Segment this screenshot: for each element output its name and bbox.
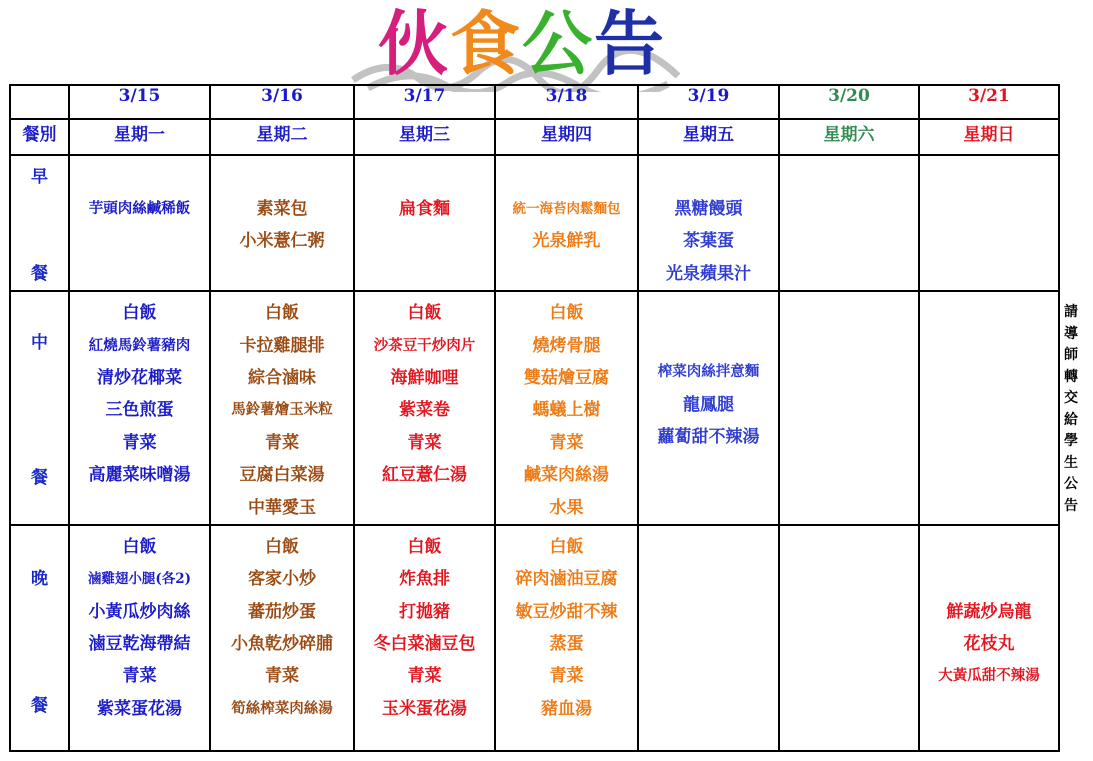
menu-item: 白飯 bbox=[549, 303, 584, 324]
menu-item: 青菜 bbox=[407, 432, 442, 453]
menu-item: 中華愛玉 bbox=[248, 497, 316, 518]
menu-item: 敏豆炒甜不辣 bbox=[515, 601, 618, 622]
lunch-day-5 bbox=[638, 291, 779, 525]
lunch-row bbox=[10, 291, 1059, 525]
breakfast-day-5 bbox=[638, 155, 779, 291]
menu-item: 青菜 bbox=[549, 666, 584, 687]
menu-item: 豬血湯 bbox=[541, 698, 592, 719]
date-cell: 3/17 bbox=[354, 85, 495, 119]
menu-item: 高麗菜味噌湯 bbox=[88, 465, 191, 486]
breakfast-day-6 bbox=[779, 155, 919, 291]
menu-item: 白飯 bbox=[122, 303, 157, 324]
breakfast-day-3 bbox=[354, 155, 495, 291]
menu-item: 冬白菜滷豆包 bbox=[373, 634, 476, 655]
menu-item: 青菜 bbox=[265, 432, 299, 453]
breakfast-label: 早 餐 bbox=[10, 155, 69, 291]
menu-item: 光泉鮮乳 bbox=[532, 231, 601, 252]
menu-item: 清炒花椰菜 bbox=[97, 367, 182, 388]
dinner-day-1 bbox=[69, 525, 210, 751]
menu-item: 大黃瓜甜不辣湯 bbox=[938, 667, 1040, 685]
dinner-label: 晚 餐 bbox=[10, 525, 69, 751]
menu-item: 紅豆薏仁湯 bbox=[382, 465, 467, 486]
dinner-day-6 bbox=[779, 525, 919, 751]
date-cell: 3/18 bbox=[495, 85, 638, 119]
menu-item: 筍絲榨菜肉絲湯 bbox=[231, 699, 333, 717]
title-char-1: 伙 bbox=[378, 3, 450, 85]
date-cell: 3/19 bbox=[638, 85, 779, 119]
menu-item: 紫菜卷 bbox=[399, 400, 450, 421]
breakfast-row bbox=[10, 155, 1059, 291]
weekday-cell: 星期一 bbox=[69, 119, 210, 155]
date-cell: 3/20 bbox=[779, 85, 919, 119]
menu-item: 芋頭肉絲鹹稀飯 bbox=[88, 200, 191, 217]
page-title bbox=[378, 0, 666, 94]
dinner-row bbox=[10, 525, 1059, 751]
menu-item: 打拋豬 bbox=[399, 601, 450, 622]
menu-item: 扁食麵 bbox=[399, 199, 450, 219]
date-cell: 3/15 bbox=[69, 85, 210, 119]
menu-item: 小黃瓜炒肉絲 bbox=[88, 601, 191, 622]
menu-item: 雙菇燴豆腐 bbox=[524, 367, 609, 388]
menu-item: 豆腐白菜湯 bbox=[239, 465, 325, 486]
menu-item: 紅燒馬鈴薯豬肉 bbox=[88, 336, 191, 354]
menu-item: 卡拉雞腿排 bbox=[239, 335, 325, 356]
menu-item: 榨菜肉絲拌意麵 bbox=[657, 363, 760, 381]
lunch-day-7 bbox=[919, 291, 1059, 525]
menu-item: 青菜 bbox=[122, 666, 157, 687]
dinner-day-4 bbox=[495, 525, 638, 751]
menu-item: 青菜 bbox=[122, 432, 157, 453]
side-note: 請 導 師 轉 交 給 學 生 公 告 bbox=[1064, 304, 1078, 514]
menu-item: 螞蟻上樹 bbox=[532, 400, 601, 421]
breakfast-day-7 bbox=[919, 155, 1059, 291]
menu-item: 白飯 bbox=[122, 536, 157, 557]
menu-item: 白飯 bbox=[407, 303, 442, 324]
menu-item: 炸魚排 bbox=[399, 569, 450, 590]
menu-item: 白飯 bbox=[407, 536, 442, 557]
lunch-day-4 bbox=[495, 291, 638, 525]
menu-item: 滷豆乾海帶結 bbox=[88, 634, 191, 655]
menu-item: 黑糖饅頭 bbox=[674, 199, 743, 219]
menu-item: 水果 bbox=[549, 497, 584, 518]
date-row bbox=[10, 85, 1059, 119]
weekday-cell: 星期四 bbox=[495, 119, 638, 155]
weekday-row bbox=[10, 119, 1059, 155]
dinner-day-2 bbox=[210, 525, 354, 751]
menu-item: 小米薏仁粥 bbox=[239, 231, 325, 252]
menu-item: 客家小炒 bbox=[248, 569, 316, 590]
menu-item: 海鮮咖哩 bbox=[390, 367, 459, 388]
menu-item: 玉米蛋花湯 bbox=[382, 698, 467, 719]
menu-item: 白飯 bbox=[549, 536, 584, 557]
menu-item: 紫菜蛋花湯 bbox=[97, 698, 182, 719]
lunch-day-2 bbox=[210, 291, 354, 525]
menu-item: 花枝丸 bbox=[963, 634, 1015, 655]
lunch-label: 中 餐 bbox=[10, 291, 69, 525]
menu-table bbox=[9, 84, 1060, 752]
weekday-cell: 星期日 bbox=[919, 119, 1059, 155]
menu-item: 青菜 bbox=[265, 666, 299, 687]
dinner-day-5 bbox=[638, 525, 779, 751]
menu-item: 素菜包 bbox=[256, 199, 308, 219]
lunch-day-1 bbox=[69, 291, 210, 525]
title-char-4: 告 bbox=[594, 3, 666, 85]
menu-item: 龍鳳腿 bbox=[683, 394, 734, 415]
menu-item: 鹹菜肉絲湯 bbox=[524, 465, 609, 486]
menu-item: 蘿蔔甜不辣湯 bbox=[657, 426, 760, 447]
menu-item: 光泉蘋果汁 bbox=[666, 263, 751, 284]
menu-item: 小魚乾炒碎脯 bbox=[231, 634, 333, 655]
breakfast-day-2 bbox=[210, 155, 354, 291]
menu-item: 三色煎蛋 bbox=[105, 400, 174, 421]
menu-item: 沙茶豆干炒肉片 bbox=[373, 336, 476, 354]
weekday-cell: 星期五 bbox=[638, 119, 779, 155]
weekday-cell: 星期二 bbox=[210, 119, 354, 155]
menu-item: 統一海苔肉鬆麵包 bbox=[512, 201, 621, 217]
menu-item: 鮮蔬炒烏龍 bbox=[946, 601, 1032, 622]
corner-cell bbox=[10, 85, 69, 119]
menu-item: 馬鈴薯燴玉米粒 bbox=[231, 401, 333, 419]
dinner-day-7 bbox=[919, 525, 1059, 751]
title-char-2: 食 bbox=[450, 3, 522, 85]
title-char-3: 公 bbox=[522, 3, 594, 85]
menu-item: 蒸蛋 bbox=[549, 634, 584, 655]
menu-item: 青菜 bbox=[407, 666, 442, 687]
weekday-cell: 星期六 bbox=[779, 119, 919, 155]
dinner-day-3 bbox=[354, 525, 495, 751]
lunch-day-3 bbox=[354, 291, 495, 525]
menu-item: 青菜 bbox=[549, 432, 584, 453]
menu-item: 茶葉蛋 bbox=[683, 231, 734, 252]
title-banner bbox=[330, 0, 750, 92]
menu-item: 蕃茄炒蛋 bbox=[248, 601, 316, 622]
weekday-cell: 星期三 bbox=[354, 119, 495, 155]
breakfast-day-1 bbox=[69, 155, 210, 291]
meal-column-header: 餐別 bbox=[10, 119, 69, 155]
menu-item: 燒烤骨腿 bbox=[532, 335, 601, 356]
menu-item: 綜合滷味 bbox=[248, 367, 316, 388]
menu-item: 滷雞翅小腿(各2) bbox=[87, 571, 192, 588]
menu-item: 碎肉滷油豆腐 bbox=[515, 569, 618, 590]
date-cell: 3/16 bbox=[210, 85, 354, 119]
date-cell: 3/21 bbox=[919, 85, 1059, 119]
lunch-day-6 bbox=[779, 291, 919, 525]
menu-item: 白飯 bbox=[265, 536, 299, 557]
menu-item: 白飯 bbox=[265, 303, 299, 324]
breakfast-day-4 bbox=[495, 155, 638, 291]
